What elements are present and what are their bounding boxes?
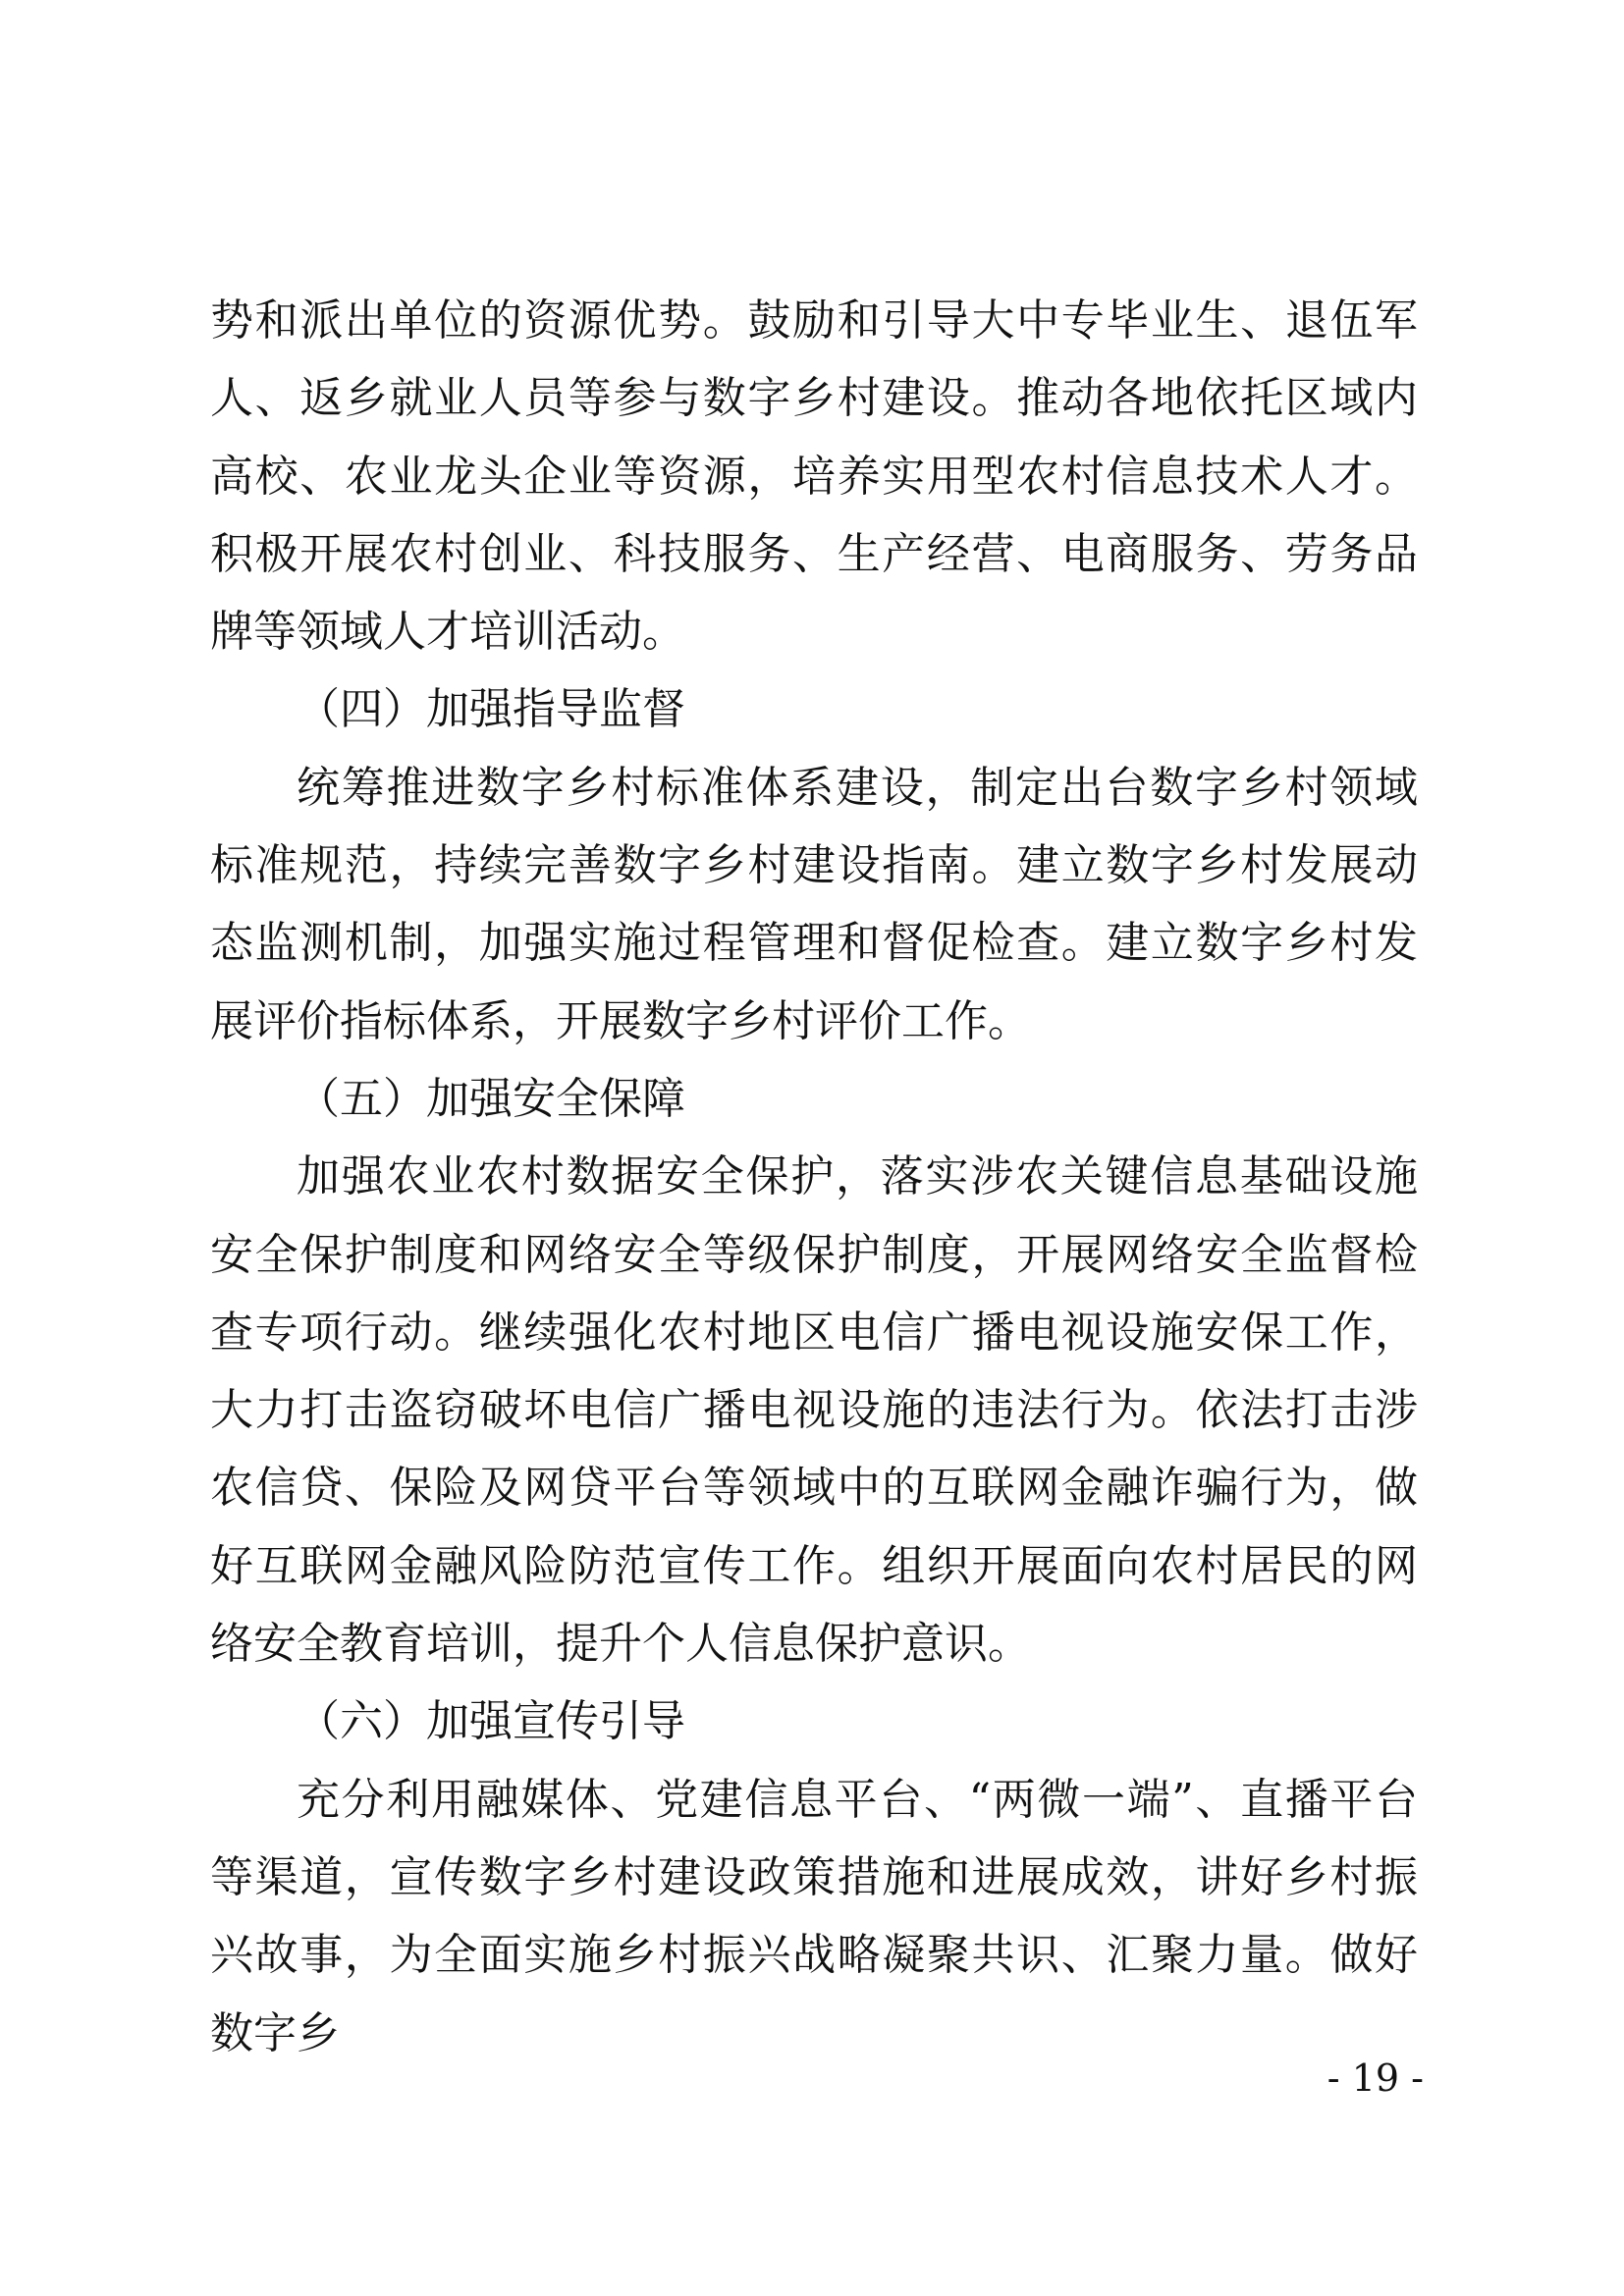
paragraph-talent-training: 势和派出单位的资源优势。鼓励和引导大中专毕业生、退伍军人、返乡就业人员等参与数字乡村建设。推动各地依托区域内高校、农业龙头企业等资源，培养实用型农村信息技术人才。积极开展农村创业、科技服务、生产经营、电商服务、劳务品牌等领域人才培训活动。 [210, 295, 1418, 658]
body-text [210, 282, 1418, 2072]
page-number: - 19 - [1326, 2056, 1424, 2100]
paragraph-publicity: 充分利用融媒体、党建信息平台、“两微一端”、直播平台等渠道，宣传数字乡村建设政策措施和进展成效，讲好乡村振兴故事，为全面实施乡村振兴战略凝聚共识、汇聚力量。做好数字乡 [210, 1774, 1418, 2058]
section-heading-guidance: （四）加强指导监督 [297, 684, 685, 735]
section-heading-security: （五）加强安全保障 [297, 1073, 685, 1124]
section-heading-publicity: （六）加强宣传引导 [297, 1696, 685, 1747]
paragraph-guidance: 统筹推进数字乡村标准体系建设，制定出台数字乡村领域标准规范，持续完善数字乡村建设指南。建立数字乡村发展动态监测机制，加强实施过程管理和督促检查。建立数字乡村发展评价指标体系，开展数字乡村评价工作。 [210, 762, 1418, 1046]
paragraph-security: 加强农业农村数据安全保护，落实涉农关键信息基础设施安全保护制度和网络安全等级保护制度，开展网络安全监督检查专项行动。继续强化农村地区电信广播电视设施安保工作，大力打击盗窃破坏电信广播电视设施的违法行为。依法打击涉农信贷、保险及网贷平台等领域中的互联网金融诈骗行为，做好互联网金融风险防范宣传工作。组织开展面向农村居民的网络安全教育培训，提升个人信息保护意识。 [210, 1151, 1418, 1670]
